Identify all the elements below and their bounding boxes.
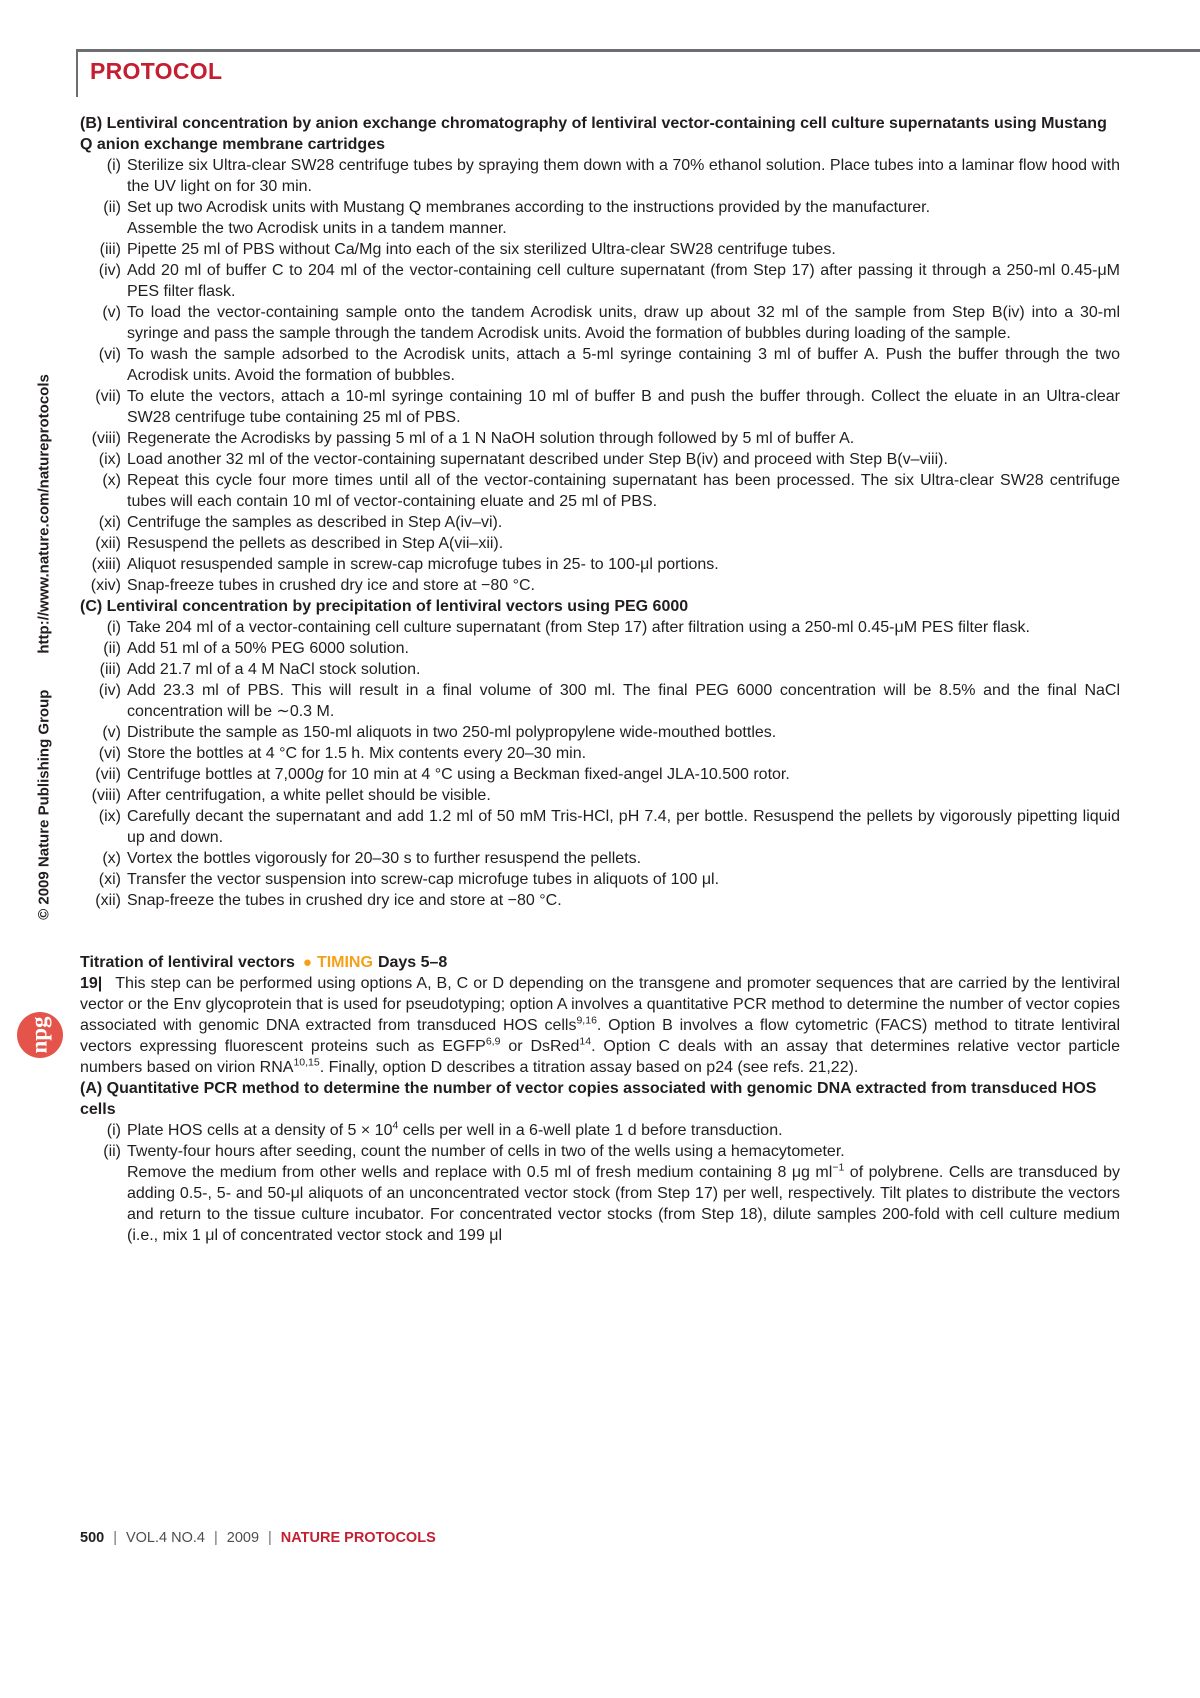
step-text: Regenerate the Acrodisks by passing 5 ml of a 1 N NaOH solution through followed by 5 ml of buffer A. <box>127 430 855 447</box>
step-text: Plate HOS cells at a density of $5 \times 10^4$ cells per well in a 6-well plate 1 d before transduction. <box>127 1119 783 1139</box>
step-text: Twenty-four hours after seeding, count the number of cells in two of the wells using a hemacytometer. Remove the medium from other wells and replace with 0.5 ml of fresh medium containing 8 μg $ml^{-1}$ of polybrene. Cells are transduced by adding 0.5-, 5- and 50-μl aliquots of an unconcentrated vector stock (from Step 17) per well, respectively. Tilt plates to distribute the vectors and return to the tissue culture incubator. For concentrated vector stocks (from Step 18), dilute samples 200-fold with cell culture medium (i.e., mix 1 μl of concentrated vector stock and 199 μl <box>127 1143 1121 1244</box>
step-text: Add 21.7 ml of a 4 M NaCl stock solution. <box>127 661 421 678</box>
step-text: Distribute the sample as 150-ml aliquots in two 250-ml polypropylene wide-mouthed bottles. <box>127 724 777 741</box>
section-b-heading: (B) Lentiviral concentration by anion exchange chromatography of lentiviral vector-containing cell culture supernatants using Mustang Q anion exchange membrane cartridges <box>80 115 1107 153</box>
step-c-ix <box>80 806 1120 848</box>
timing-days: Days 5–8 <box>377 954 448 971</box>
step-19-paragraph <box>80 973 1120 1078</box>
step-number: (iii) <box>99 661 121 678</box>
step-number: (ix) <box>98 451 121 468</box>
step-number: (v) <box>102 724 121 741</box>
step-number: (iv) <box>98 682 121 699</box>
step-number: (i) <box>106 1122 121 1139</box>
step-text: Repeat this cycle four more times until all of the vector-containing supernatant has been processed. The six Ultra-clear SW28 centrifuge tubes will each contain 10 ml of vector-containing eluate and 25 ml of PBS. <box>127 472 1120 510</box>
npg-logo <box>17 1012 63 1058</box>
step-text: Add 20 ml of buffer C to 204 ml of the vector-containing cell culture supernatant (from Step 17) after passing it through a 250-ml 0.45-μM PES filter flask. <box>127 262 1120 300</box>
step-number: (xi) <box>98 514 121 531</box>
step-text: Centrifuge the samples as described in Step A(iv–vi). <box>127 514 503 531</box>
step-text: Set up two Acrodisk units with Mustang Q membranes according to the instructions provided by the manufacturer. Assemble the two Acrodisk units in a tandem manner. <box>127 199 931 237</box>
step-number: (viii) <box>91 430 121 447</box>
step-number: (vii) <box>95 388 121 405</box>
step-a-ii <box>80 1141 1120 1246</box>
page-footer <box>80 1530 436 1546</box>
step-number: (x) <box>102 472 121 489</box>
step-b-v <box>80 302 1120 344</box>
step-number: (iii) <box>99 241 121 258</box>
step-text: Add 23.3 ml of PBS. This will result in a final volume of 300 ml. The final PEG 6000 concentration will be 8.5% and the final NaCl concentration will be ∼0.3 M. <box>127 682 1120 720</box>
step-number: (ii) <box>103 1143 121 1160</box>
step-number: (vi) <box>98 745 121 762</box>
step-text: Resuspend the pellets as described in Step A(vii–xii). <box>127 535 504 552</box>
step-c-i <box>80 617 1120 638</box>
step-c-xii <box>80 890 1120 911</box>
step-number: (iv) <box>98 262 121 279</box>
header-top-rule <box>76 49 1200 52</box>
step-number: (xiv) <box>90 577 121 594</box>
titration-heading-text: Titration of lentiviral vectors <box>80 954 295 971</box>
copyright-notice: © 2009 Nature Publishing Group <box>35 689 53 920</box>
step-b-i <box>80 155 1120 197</box>
step-text: Carefully decant the supernatant and add 1.2 ml of 50 mM Tris-HCl, pH 7.4, per bottle. Resuspend the pellets by vigorously pipetting liquid up and down. <box>127 808 1120 846</box>
step-number: (xi) <box>98 871 121 888</box>
step-b-vi <box>80 344 1120 386</box>
section-a-heading: (A) Quantitative PCR method to determine the number of vector copies associated with genomic DNA extracted from transduced HOS cells <box>80 1080 1097 1118</box>
sidebar-rotated-text <box>36 374 53 920</box>
step-c-ii <box>80 638 1120 659</box>
step-number: (x) <box>102 850 121 867</box>
step-number: (i) <box>106 619 121 636</box>
step-text: Snap-freeze tubes in crushed dry ice and store at −80 °C. <box>127 577 535 594</box>
step-b-ii <box>80 197 1120 239</box>
step-text: Add 51 ml of a 50% PEG 6000 solution. <box>127 640 409 657</box>
page-number: 500 <box>80 1530 105 1546</box>
step-number: (vii) <box>95 766 121 783</box>
step-c-vii <box>80 764 1120 785</box>
step-text: To elute the vectors, attach a 10-ml syringe containing 10 ml of buffer B and push the buffer through. Collect the eluate in an Ultra-clear SW28 centrifuge tube containing 25 ml of PBS. <box>127 388 1120 426</box>
step-b-vii <box>80 386 1120 428</box>
step-c-x <box>80 848 1120 869</box>
footer-divider: | <box>113 1530 117 1546</box>
header-left-rule <box>76 49 78 97</box>
timing-label: TIMING <box>316 954 373 971</box>
volume-issue: VOL.4 NO.4 <box>125 1530 205 1546</box>
step-number: (ix) <box>98 808 121 825</box>
npg-logo-text: npg <box>27 1016 52 1054</box>
step-b-x <box>80 470 1120 512</box>
footer-year: 2009 <box>226 1530 260 1546</box>
step-text: Snap-freeze the tubes in crushed dry ice and store at −80 °C. <box>127 892 562 909</box>
step-c-iv <box>80 680 1120 722</box>
step-b-ix <box>80 449 1120 470</box>
step-b-iii <box>80 239 1120 260</box>
step-number: (xii) <box>95 892 121 909</box>
step-number: (ii) <box>103 640 121 657</box>
step-b-viii <box>80 428 1120 449</box>
step-19-text: This step can be performed using options A, B, C or D depending on the transgene and promoter sequences that are carried by the lentiviral vector or the Env glycoprotein that is used for pseudotyping; option A involves a quantitative PCR method to determine the number of vector copies associated with genomic DNA extracted from transduced HOS cells$^{9,16}$. Option B involves a flow cytometric (FACS) method to titrate lentiviral vectors expressing fluorescent proteins such as EGFP$^{6,9}$ or DsRed$^{14}$. Option C deals with an assay that determines relative vector particle numbers based on virion RNA$^{10,15}$. Finally, option D describes a titration assay based on p24 (see refs. 21,22). <box>80 975 1120 1076</box>
step-text: After centrifugation, a white pellet should be visible. <box>127 787 491 804</box>
step-b-xiv <box>80 575 1120 596</box>
step-text: Load another 32 ml of the vector-containing supernatant described under Step B(iv) and proceed with Step B(v–viii). <box>127 451 948 468</box>
titration-heading <box>80 952 1120 973</box>
step-b-xii <box>80 533 1120 554</box>
step-text: To load the vector-containing sample onto the tandem Acrodisk units, draw up about 32 ml of the sample from Step B(iv) into a 30-ml syringe and pass the sample through the tandem Acrodisk units. Avoid the formation of bubbles during loading of the sample. <box>127 304 1120 342</box>
step-text: Transfer the vector suspension into screw-cap microfuge tubes in aliquots of 100 μl. <box>127 871 720 888</box>
step-19-number: 19| <box>80 975 103 992</box>
step-number: (i) <box>106 157 121 174</box>
footer-divider: | <box>268 1530 272 1546</box>
footer-divider: | <box>213 1530 218 1546</box>
step-b-xi <box>80 512 1120 533</box>
step-number: (ii) <box>103 199 121 216</box>
page-kicker: PROTOCOL <box>90 58 223 84</box>
step-c-vi <box>80 743 1120 764</box>
step-text: To wash the sample adsorbed to the Acrodisk units, attach a 5-ml syringe containing 3 ml of buffer A. Push the buffer through the two Acrodisk units. Avoid the formation of bubbles. <box>127 346 1120 384</box>
step-number: (xiii) <box>91 556 121 573</box>
step-b-xiii <box>80 554 1120 575</box>
step-text: Vortex the bottles vigorously for 20–30 s to further resuspend the pellets. <box>127 850 642 867</box>
section-c-heading: (C) Lentiviral concentration by precipitation of lentiviral vectors using PEG 6000 <box>80 598 689 615</box>
step-text: Aliquot resuspended sample in screw-cap microfuge tubes in 25- to 100-μl portions. <box>127 556 719 573</box>
journal-name: NATURE PROTOCOLS <box>280 1530 436 1546</box>
step-text: Centrifuge bottles at 7,000g for 10 min at 4 °C using a Beckman fixed-angel JLA-10.500 rotor. <box>127 766 790 783</box>
step-number: (v) <box>102 304 121 321</box>
article-body <box>80 113 1120 1246</box>
step-c-v <box>80 722 1120 743</box>
step-text: Store the bottles at 4 °C for 1.5 h. Mix contents every 20–30 min. <box>127 745 587 762</box>
step-c-xi <box>80 869 1120 890</box>
step-c-viii <box>80 785 1120 806</box>
step-a-i <box>80 1120 1120 1141</box>
step-c-iii <box>80 659 1120 680</box>
step-number: (vi) <box>98 346 121 363</box>
step-number: (viii) <box>91 787 121 804</box>
step-text: Take 204 ml of a vector-containing cell culture supernatant (from Step 17) after filtration using a 250-ml 0.45-μM PES filter flask. <box>127 619 1030 636</box>
step-number: (xii) <box>95 535 121 552</box>
timing-bullet-icon: ● <box>302 954 312 971</box>
step-b-iv <box>80 260 1120 302</box>
step-text: Sterilize six Ultra-clear SW28 centrifuge tubes by spraying them down with a 70% ethanol solution. Place tubes into a laminar flow hood with the UV light on for 30 min. <box>127 157 1120 195</box>
journal-url: http://www.nature.com/natureprotocols <box>35 374 53 654</box>
step-text: Pipette 25 ml of PBS without Ca/Mg into each of the six sterilized Ultra-clear SW28 centrifuge tubes. <box>127 241 836 258</box>
